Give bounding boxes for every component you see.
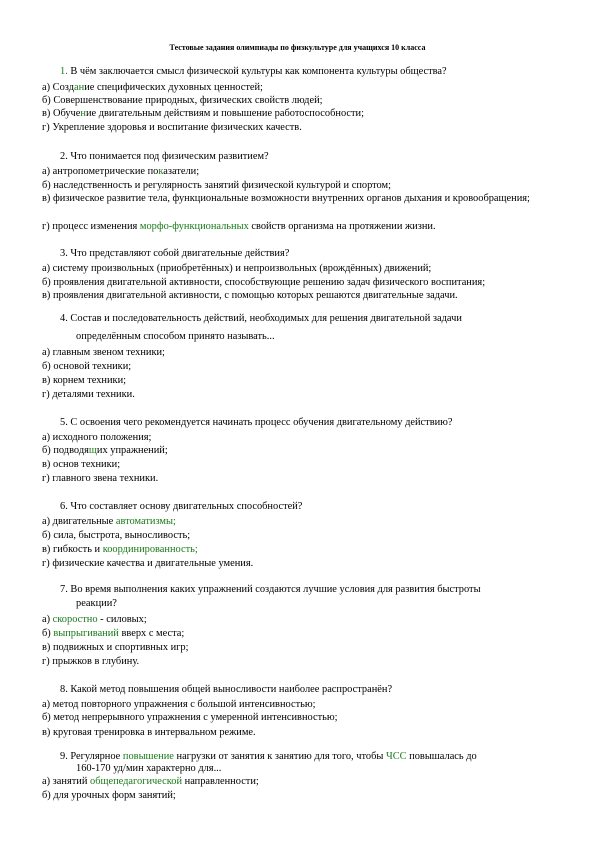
question-9: 9. Регулярное повышение нагрузки от занятия к занятию для того, чтобы ЧСС повышалась до 160-170 уд/мин характерно для... (60, 751, 477, 774)
answer-option: г) прыжков в глубину. (42, 656, 140, 667)
answer-option: а) исходного положения; (42, 432, 152, 443)
question-number: 1. (60, 66, 68, 77)
answer-option: в) гибкость и координированность; (42, 544, 198, 555)
answer-option: г) физические качества и двигательные умения. (42, 558, 254, 569)
answer-option: б) наследственность и регулярность занятий физической культурой и спортом; (42, 180, 391, 191)
answer-option: в) физическое развитие тела, функциональные возможности внутренних органов дыхания и кровообращения; (42, 193, 530, 204)
answer-option: б) метод непрерывного упражнения с умеренной интенсивностью; (42, 712, 338, 723)
answer-option: в) Обучение двигательным действиям и повышение работоспособности; (42, 108, 365, 119)
question-8: 8. Какой метод повышения общей выносливости наиболее распространён? (60, 684, 393, 695)
answer-option: б) выпрыгиваний вверх с места; (42, 628, 185, 639)
answer-option: б) для урочных форм занятий; (42, 790, 176, 801)
question-1 (60, 66, 447, 78)
answer-option: а) систему произвольных (приобретённых) и непроизвольных (врождённых) движений; (42, 263, 432, 274)
answer-option: б) подводящих упражнений; (42, 445, 168, 456)
question-7: 7. Во время выполнения каких упражнений создаются лучшие условия для развития быстроты реакции? (60, 584, 481, 609)
answer-option: г) деталями техники. (42, 389, 135, 400)
answer-option: б) Совершенствование природных, физических свойств людей; (42, 95, 323, 106)
question-text: В чём заключается смысл физической культуры как компонента культуры общества? (67, 66, 447, 77)
answer-option: а) метод повторного упражнения с большой интенсивностью; (42, 699, 316, 710)
answer-option: г) главного звена техники. (42, 473, 159, 484)
answer-option: а) занятий общепедагогической направленности; (42, 776, 259, 787)
answer-option: а) двигательные автоматизмы; (42, 516, 176, 527)
answer-option: а) главным звеном техники; (42, 347, 165, 358)
answer-option: в) подвижных и спортивных игр; (42, 642, 189, 653)
question-4: 4. Состав и последовательность действий, необходимых для решения двигательной задачи определённым способом принято называть... (60, 313, 462, 342)
answer-option: б) сила, быстрота, выносливость; (42, 530, 191, 541)
answer-option: а) Создание специфических духовных ценностей; (42, 82, 263, 93)
answer-option: в) круговая тренировка в интервальном режиме. (42, 727, 256, 738)
answer-option: г) процесс изменения морфо-функциональных свойств организма на протяжении жизни. (42, 221, 436, 232)
question-5: 5. С освоения чего рекомендуется начинать процесс обучения двигательному действию? (60, 417, 453, 428)
answer-option: в) основ техники; (42, 459, 121, 470)
answer-option: б) проявления двигательной активности, способствующие решению задач физического воспитания; (42, 277, 486, 288)
question-2: 2. Что понимается под физическим развитием? (60, 151, 269, 162)
page-title: Тестовые задания олимпиады по физкультуре для учащихся 10 класса (169, 43, 426, 52)
answer-option: в) корнем техники; (42, 375, 127, 386)
question-3: 3. Что представляют собой двигательные действия? (60, 248, 290, 259)
question-6: 6. Что составляет основу двигательных способностей? (60, 501, 303, 512)
answer-option: а) скоростно - силовых; (42, 614, 147, 625)
answer-option: б) основой техники; (42, 361, 132, 372)
answer-option: а) антропометрические показатели; (42, 166, 200, 177)
answer-option: г) Укрепление здоровья и воспитание физических качеств. (42, 122, 302, 133)
answer-option: в) проявления двигательной активности, с помощью которых решаются двигательные задачи. (42, 290, 458, 301)
